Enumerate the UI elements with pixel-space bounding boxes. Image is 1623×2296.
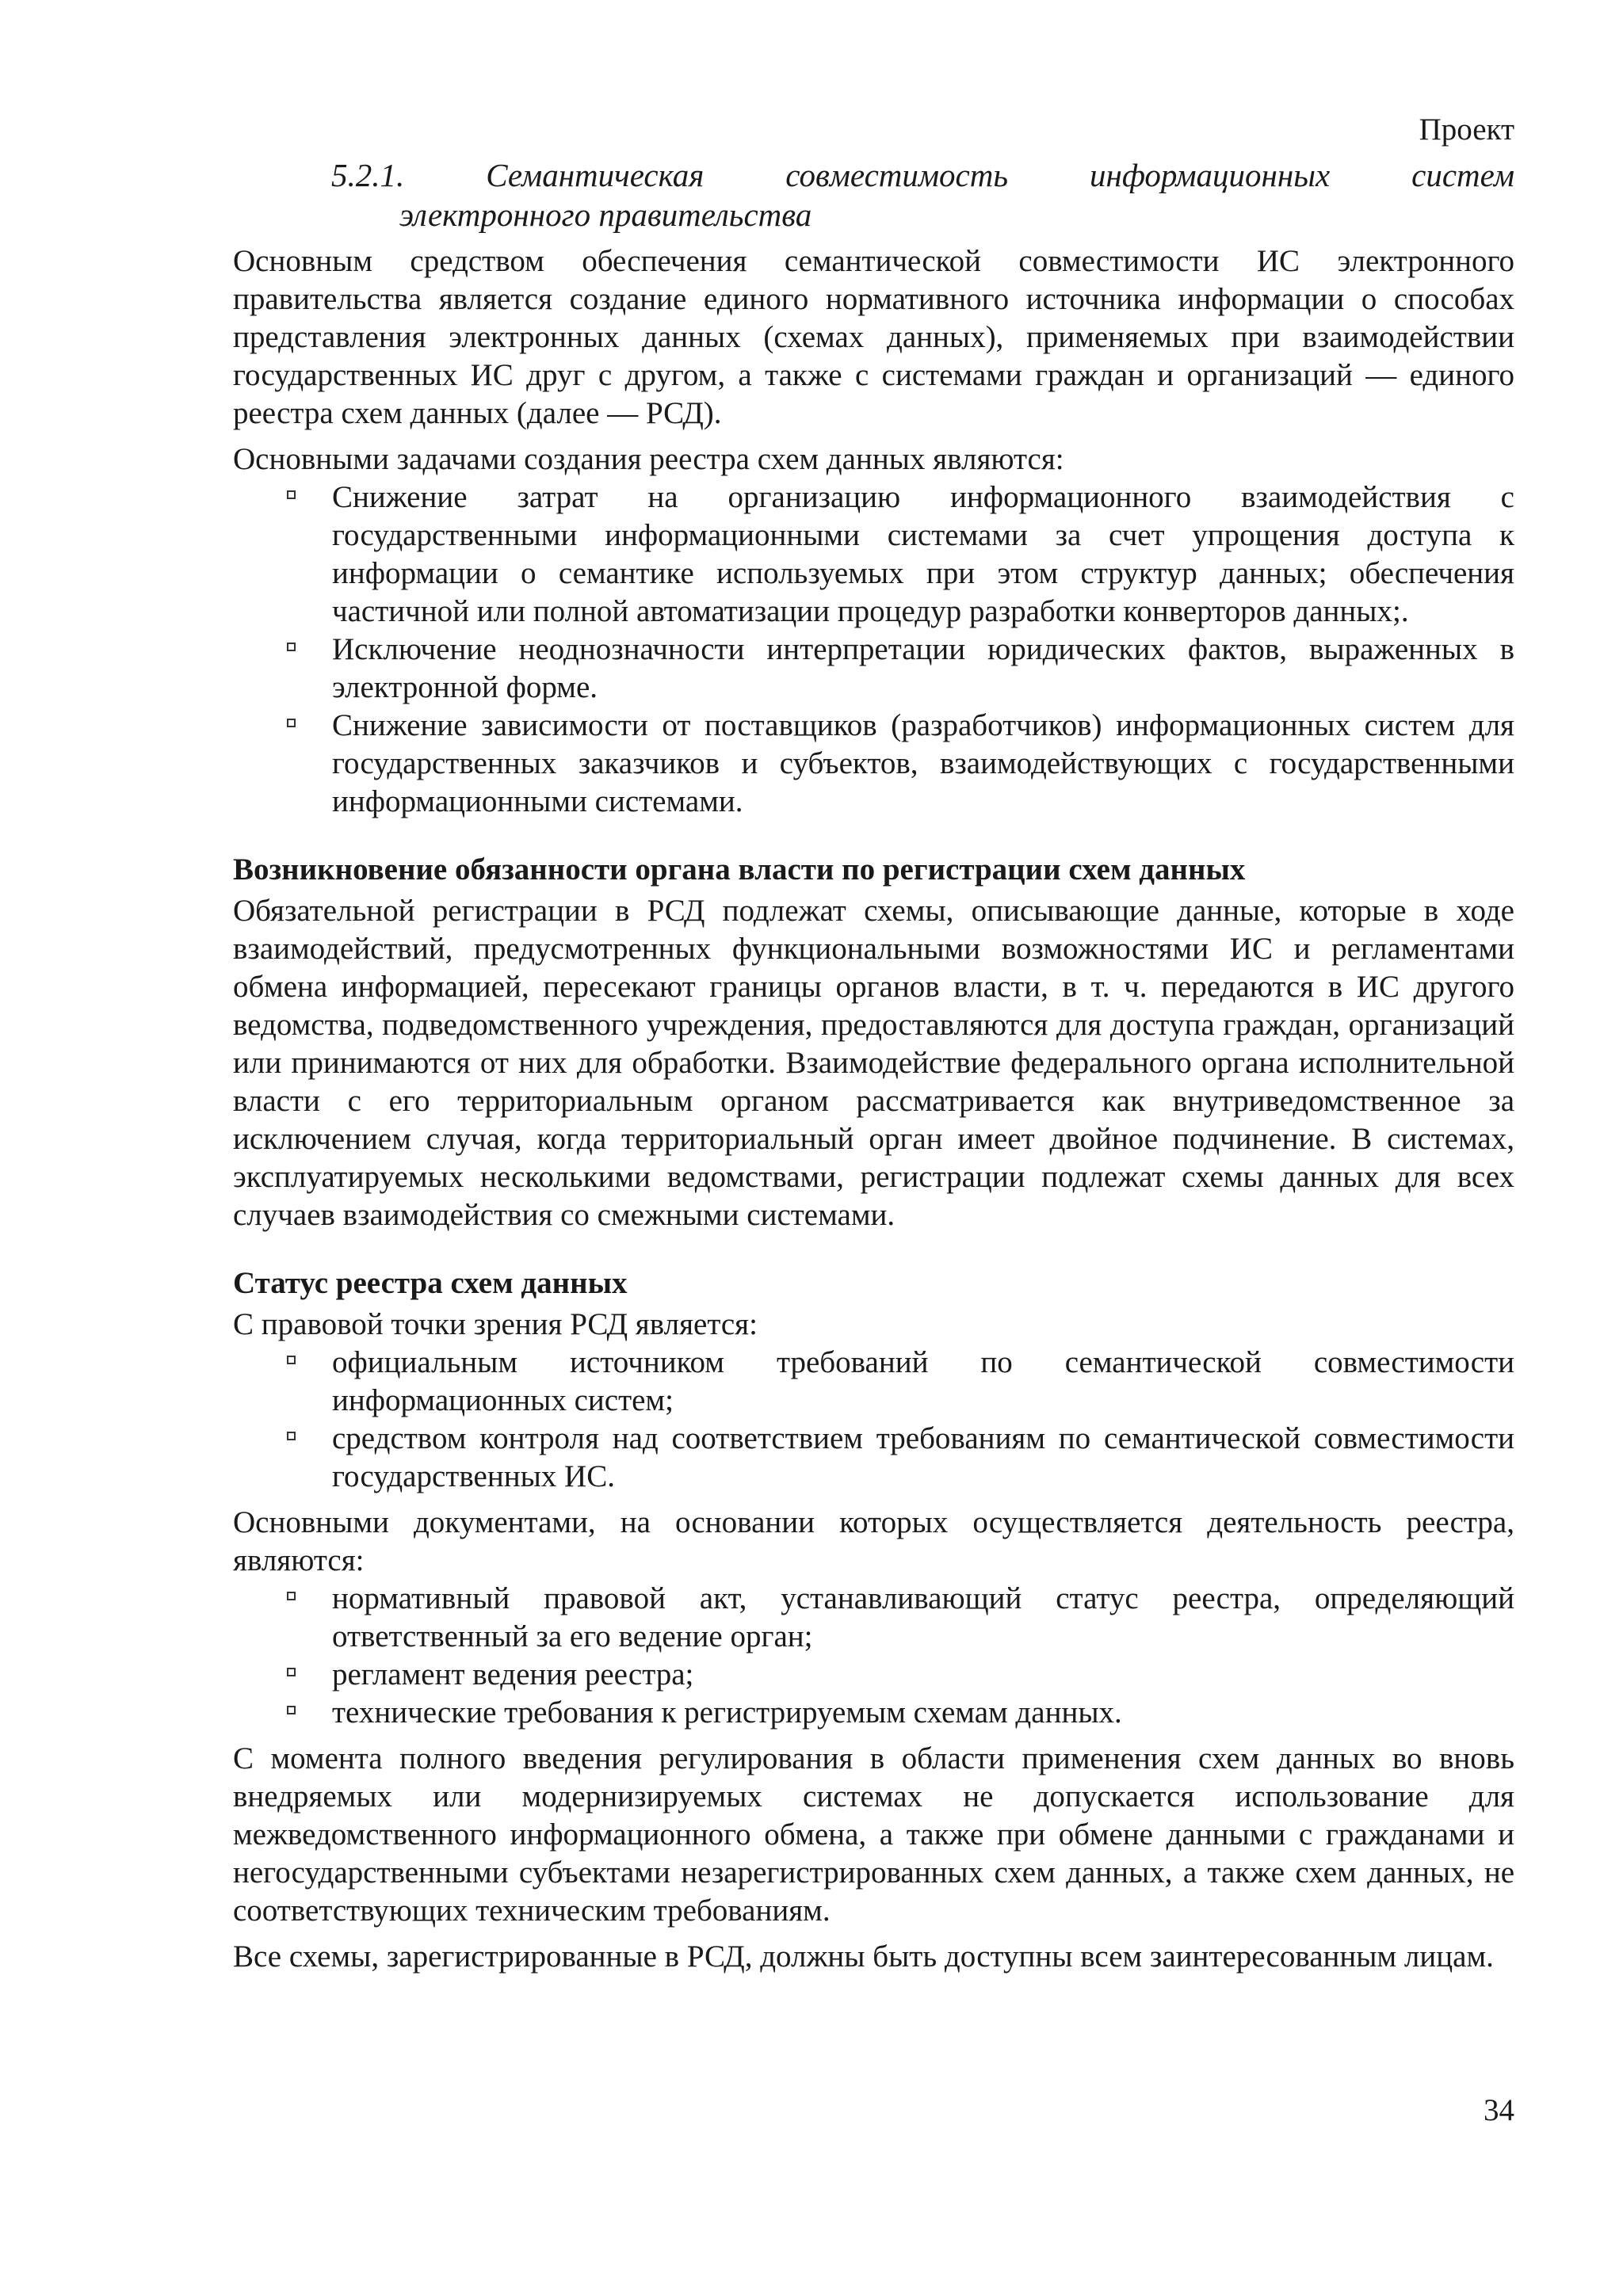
list-item (332, 479, 1514, 631)
list-item (332, 631, 1514, 707)
list-item-text: Исключение неоднозначности интерпретации юридических фактов, выраженных в электронной форме. (332, 632, 1514, 704)
status-paragraph-1: С правовой точки зрения РСД является: (233, 1307, 758, 1341)
status-paragraph-4: Все схемы, зарегистрированные в РСД, должны быть доступны всем заинтересованным лицам. (233, 1939, 1494, 1974)
square-bullet-icon (287, 490, 296, 499)
list-item (332, 707, 1514, 821)
list-item-text: официальным источником требований по семантической совместимости информационных систем; (332, 1345, 1514, 1417)
list-item-text: регламент ведения реестра; (332, 1657, 694, 1691)
list-item-text: Снижение затрат на организацию информационного взаимодействия с государственными информационными системами за счет упрощения доступа к информации о семантике используемых при этом структур данных; обеспечения частичной или полной автоматизации процедур разработки конверторов данных;. (332, 480, 1514, 628)
list-item-text: Снижение зависимости от поставщиков (разработчиков) информационных систем для государственных заказчиков и субъектов, взаимодействующих с государственными информационными системами. (332, 708, 1514, 818)
square-bullet-icon (287, 1706, 296, 1714)
documents-list (233, 1580, 1514, 1732)
status-paragraph-3: С момента полного введения регулирования в области применения схем данных во вновь внедряемых или модернизируемых системах не допускается использование для межведомственного информационного обмена, а также при обмене данными с гражданами и негосударственными субъектами незарегистрированных схем данных, а также схем данных, не соответствующих техническим требованиям. (233, 1741, 1514, 1928)
page-number: 34 (1484, 2093, 1514, 2127)
square-bullet-icon (287, 1668, 296, 1676)
list-item (332, 1694, 1514, 1732)
list-item (332, 1580, 1514, 1656)
square-bullet-icon (287, 719, 296, 727)
intro-task-list (233, 479, 1514, 821)
section-title-obligation: Возникновение обязанности органа власти по регистрации схем данных (233, 852, 1246, 887)
section-heading-line2: электронного правительства (399, 196, 812, 233)
obligation-paragraph: Обязательной регистрации в РСД подлежат схемы, описывающие данные, которые в ходе взаимодействий, предусмотренных функциональными возможностями ИС и регламентами обмена информацией, пересекают границы органов власти, в т. ч. передаются в ИС другого ведомства, подведомственного учреждения, предоставляются для доступа граждан, организаций или принимаются от них для обработки. Взаимодействие федерального органа исполнительной власти с его территориальным органом рассматривается как внутриведомственное за исключением случая, когда территориальный орган имеет двойное подчинение. В системах, эксплуатируемых несколькими ведомствами, регистрации подлежат схемы данных для всех случаев взаимодействия со смежными системами. (233, 894, 1514, 1232)
page-content (233, 155, 1514, 1984)
project-label: Проект (1419, 113, 1514, 147)
section-heading-line1: 5.2.1. Семантическая совместимость информационных систем (331, 157, 1514, 193)
list-item (332, 1656, 1514, 1694)
list-item-text: нормативный правовой акт, устанавливающий статус реестра, определяющий ответственный за его ведение орган; (332, 1581, 1514, 1653)
status-paragraph-2: Основными документами, на основании которых осуществляется деятельность реестра, являются: (233, 1505, 1514, 1577)
intro-paragraph-1: Основным средством обеспечения семантической совместимости ИС электронного правительства является создание единого нормативного источника информации о способах представления электронных данных (схемах данных), применяемых при взаимодействии государственных ИС друг с другом, а также с системами граждан и организаций — единого реестра схем данных (далее — РСД). (233, 244, 1514, 430)
list-item (332, 1420, 1514, 1496)
list-item-text: технические требования к регистрируемым схемам данных. (332, 1695, 1122, 1730)
status-list (233, 1344, 1514, 1496)
intro-paragraph-2: Основными задачами создания реестра схем данных являются: (233, 442, 1064, 476)
list-item-text: средством контроля над соответствием требованиям по семантической совместимости государственных ИС. (332, 1421, 1514, 1493)
square-bullet-icon (287, 643, 296, 651)
square-bullet-icon (287, 1432, 296, 1440)
square-bullet-icon (287, 1356, 296, 1364)
section-title-status: Статус реестра схем данных (233, 1266, 628, 1300)
square-bullet-icon (287, 1592, 296, 1600)
list-item (332, 1344, 1514, 1420)
